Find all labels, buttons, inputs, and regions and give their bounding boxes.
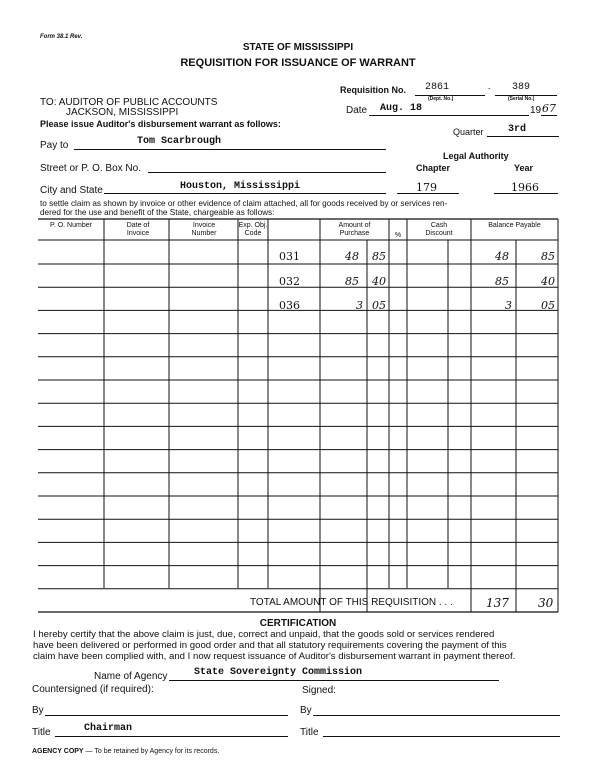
- pay-to-value: Tom Scarbrough: [137, 136, 222, 147]
- settle-text-2: dered for the use and benefit of the State, chargeable as follows:: [40, 208, 275, 217]
- year-prefix: 19: [530, 105, 542, 116]
- agency-copy-note: — To be retained by Agency for its records.: [83, 748, 220, 755]
- legal-authority-title: Legal Authority: [443, 151, 509, 161]
- countersigned-label: Countersigned (if required):: [32, 684, 154, 695]
- row2-balance-dollars: 85: [495, 275, 509, 288]
- row3-exp-code: 036: [279, 299, 300, 312]
- quarter-label: Quarter: [453, 127, 484, 137]
- year-authority-value: 1966: [511, 181, 539, 194]
- title-label-left: Title: [32, 727, 51, 738]
- header-percent: %: [394, 232, 402, 239]
- row2-balance-cents: 40: [541, 275, 555, 288]
- header-date-of-invoice: Date of Invoice: [126, 222, 150, 237]
- row2-amount-cents: 40: [372, 275, 386, 288]
- serial-caption: (Serial No.): [508, 96, 535, 102]
- title-value-left: Chairman: [84, 723, 133, 734]
- quarter-value: 3rd: [508, 124, 527, 135]
- certification-line-2: have been delivered or performed in good order and that all statutory requirements covering the payment of this: [33, 640, 507, 651]
- header-cash-discount: Cash Discount: [425, 222, 453, 237]
- row1-amount-dollars: 48: [345, 250, 359, 263]
- chapter-value: 179: [416, 181, 437, 194]
- dept-caption: (Dept. No.): [428, 96, 454, 102]
- row1-balance-cents: 85: [541, 250, 555, 263]
- certification-line-1: I hereby certify that the above claim is just, due, correct and unpaid, that the goods sold or services rendered: [33, 629, 495, 640]
- chapter-label: Chapter: [416, 163, 451, 173]
- dept-no-value: 2861: [425, 82, 450, 93]
- total-cents: 30: [538, 596, 554, 610]
- title-line-left: [55, 736, 288, 737]
- date-value: Aug. 18: [380, 103, 423, 114]
- row3-balance-dollars: 3: [505, 299, 512, 312]
- year-suffix: 67: [542, 102, 556, 115]
- city-value: Houston, Mississippi: [180, 181, 301, 192]
- state-heading: STATE OF MISSISSIPPI: [242, 42, 354, 53]
- form-number: Form 38.1 Rev.: [40, 34, 83, 40]
- total-dollars: 137: [486, 596, 509, 610]
- serial-no-value: 389: [512, 82, 531, 93]
- city-label: City and State: [40, 185, 103, 196]
- by-label-left: By: [32, 705, 44, 716]
- by-line-right: [313, 715, 560, 716]
- certification-line-3: claim have been complied with, and I now request issuance of Auditor's disbursement warrant in payment thereof.: [33, 651, 516, 662]
- agency-label: Name of Agency: [94, 671, 168, 682]
- title-line-right: [323, 736, 560, 737]
- certification-title: CERTIFICATION: [259, 618, 337, 629]
- row2-exp-code: 032: [279, 275, 300, 288]
- footer-note: [32, 748, 219, 755]
- settle-text-1: to settle claim as shown by invoice or other evidence of claim attached, all for goods received by or services ren-: [40, 199, 448, 208]
- row3-amount-cents: 05: [372, 299, 386, 312]
- by-line-left: [45, 715, 288, 716]
- header-invoice-number: Invoice Number: [191, 222, 217, 237]
- header-exp-obj-code: Exp. Obj. Code: [238, 222, 268, 237]
- row1-amount-cents: 85: [372, 250, 386, 263]
- date-label: Date: [346, 105, 368, 116]
- year-label: Year: [514, 163, 534, 173]
- dept-dash: -: [488, 84, 491, 93]
- to-auditor: TO: AUDITOR OF PUBLIC ACCOUNTS: [40, 97, 218, 108]
- agency-value: State Sovereignty Commission: [194, 667, 363, 678]
- jackson-ms: JACKSON, MISSISSIPPI: [66, 107, 179, 118]
- form-title: REQUISITION FOR ISSUANCE OF WARRANT: [180, 57, 416, 69]
- requisition-label: Requisition No.: [340, 85, 406, 95]
- row3-balance-cents: 05: [541, 299, 555, 312]
- issue-instruction: Please issue Auditor's disbursement warrant as follows:: [40, 119, 281, 129]
- header-po-number: P. O. Number: [50, 222, 92, 229]
- title-label-right: Title: [300, 727, 319, 738]
- row1-exp-code: 031: [279, 250, 300, 263]
- agency-copy-label: AGENCY COPY: [32, 748, 84, 755]
- by-label-right: By: [300, 705, 312, 716]
- total-label: TOTAL AMOUNT OF THIS REQUISITION . . .: [250, 597, 453, 608]
- row1-balance-dollars: 48: [495, 250, 509, 263]
- pay-to-label: Pay to: [40, 140, 69, 151]
- row3-amount-dollars: 3: [356, 299, 363, 312]
- agency-line: [169, 680, 499, 681]
- header-balance-payable: Balance Payable: [488, 222, 541, 229]
- header-amount-of-purchase: Amount of Purchase: [338, 222, 371, 237]
- street-label: Street or P. O. Box No.: [40, 163, 141, 174]
- signed-label: Signed:: [302, 685, 336, 696]
- row2-amount-dollars: 85: [345, 275, 359, 288]
